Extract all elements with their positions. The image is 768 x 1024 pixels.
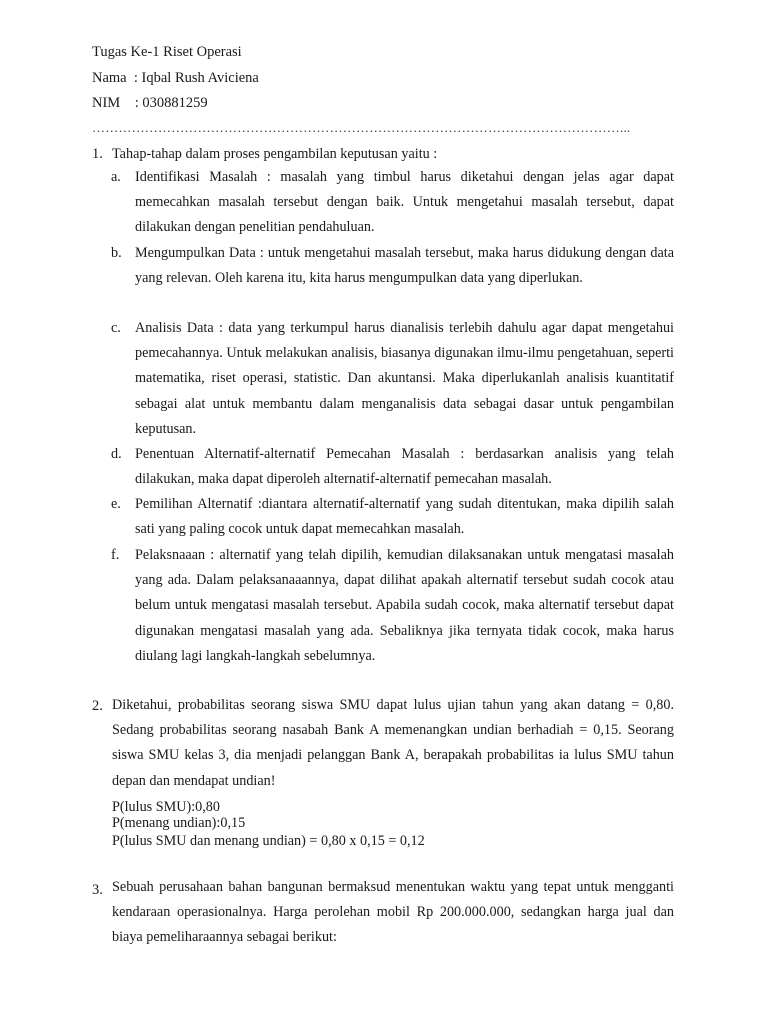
- q2-calc-line-2: P(menang undian):0,15: [112, 815, 246, 831]
- q2-number: 2.: [92, 698, 103, 714]
- q1-stem: Tahap-tahap dalam proses pengambilan keputusan yaitu :: [112, 146, 438, 162]
- q1-item-a-label: a.: [111, 169, 121, 185]
- q3-number: 3.: [92, 882, 103, 898]
- q1-item-f-label: f.: [111, 547, 120, 563]
- student-name: Nama : Iqbal Rush Aviciena: [92, 70, 259, 86]
- q1-item-f-text: Pelaksnaaan : alternatif yang telah dipilih, kemudian dilaksanakan untuk mengatasi masalah yang ada. Dalam pelaksanaaannya, dapat dilihat apakah alternatif tersebut sudah cocok atau belum untuk mengatasi masalah tersebut. Apabila sudah cocok, maka alternatif tersebut dapat digunakan mengatasi masalah yang ada. Sebaliknya jika ternyata tidak cocok, maka harus diulang lagi langkah-langkah sebelumnya.: [135, 547, 674, 664]
- dotted-separator: …………………………………………………………………………………………………………...: [92, 120, 631, 135]
- student-nim: NIM : 030881259: [92, 95, 208, 111]
- q1-item-d-label: d.: [111, 446, 122, 462]
- q1-item-b-text: Mengumpulkan Data : untuk mengetahui masalah tersebut, maka harus didukung dengan data yang relevan. Oleh karena itu, kita harus mengumpulkan data yang diperlukan.: [135, 245, 674, 287]
- q2-calc-line-3: P(lulus SMU dan menang undian) = 0,80 x 0,15 = 0,12: [112, 833, 425, 849]
- q1-item-e-text: Pemilihan Alternatif :diantara alternatif-alternatif yang sudah ditentukan, maka dipilih salah sati yang paling cocok untuk dapat memecahkan masalah.: [135, 496, 674, 538]
- q1-item-e-label: e.: [111, 496, 121, 512]
- q1-item-c-label: c.: [111, 320, 121, 336]
- q1-item-b-label: b.: [111, 245, 122, 261]
- q1-item-a-text: Identifikasi Masalah : masalah yang timbul harus diketahui dengan jelas agar dapat memecahkan masalah tersebut dengan baik. Untuk mengetahui masalah tersebut, dapat dilakukan dengan penelitian pendahuluan.: [135, 169, 674, 236]
- q1-item-c-text: Analisis Data : data yang terkumpul harus dianalisis terlebih dahulu agar dapat mengetahui pemecahannya. Untuk melakukan analisis, biasanya digunakan ilmu-ilmu pengetahuan, seperti matematika, riset operasi, statistic. Dan akuntansi. Maka diperlukanlah analisis kuantitatif sebagai alat untuk membantu dalam menganalisis data sebagai dasar untuk pengambilan keputusan.: [135, 320, 674, 437]
- q2-calc-line-1: P(lulus SMU):0,80: [112, 799, 220, 815]
- q2-text: Diketahui, probabilitas seorang siswa SMU dapat lulus ujian tahun yang akan datang = 0,80. Sedang probabilitas seorang nasabah Bank A memenangkan undian berhadiah = 0,15. Seorang siswa SMU kelas 3, dia menjadi pelanggan Bank A, berapakah probabilitas ia lulus SMU tahun depan dan mendapat undian!: [112, 697, 674, 789]
- course-title: Tugas Ke-1 Riset Operasi: [92, 44, 242, 60]
- q3-text: Sebuah perusahaan bahan bangunan bermaksud menentukan waktu yang tepat untuk mengganti kendaraan operasionalnya. Harga perolehan mobil Rp 200.000.000, sedangkan harga jual dan biaya pemeliharaannya sebagai berikut:: [112, 879, 674, 946]
- q1-item-d-text: Penentuan Alternatif-alternatif Pemecahan Masalah : berdasarkan analisis yang telah dilakukan, maka dapat diperoleh alternatif-alternatif pemecahan masalah.: [135, 446, 674, 488]
- q1-number: 1.: [92, 146, 103, 162]
